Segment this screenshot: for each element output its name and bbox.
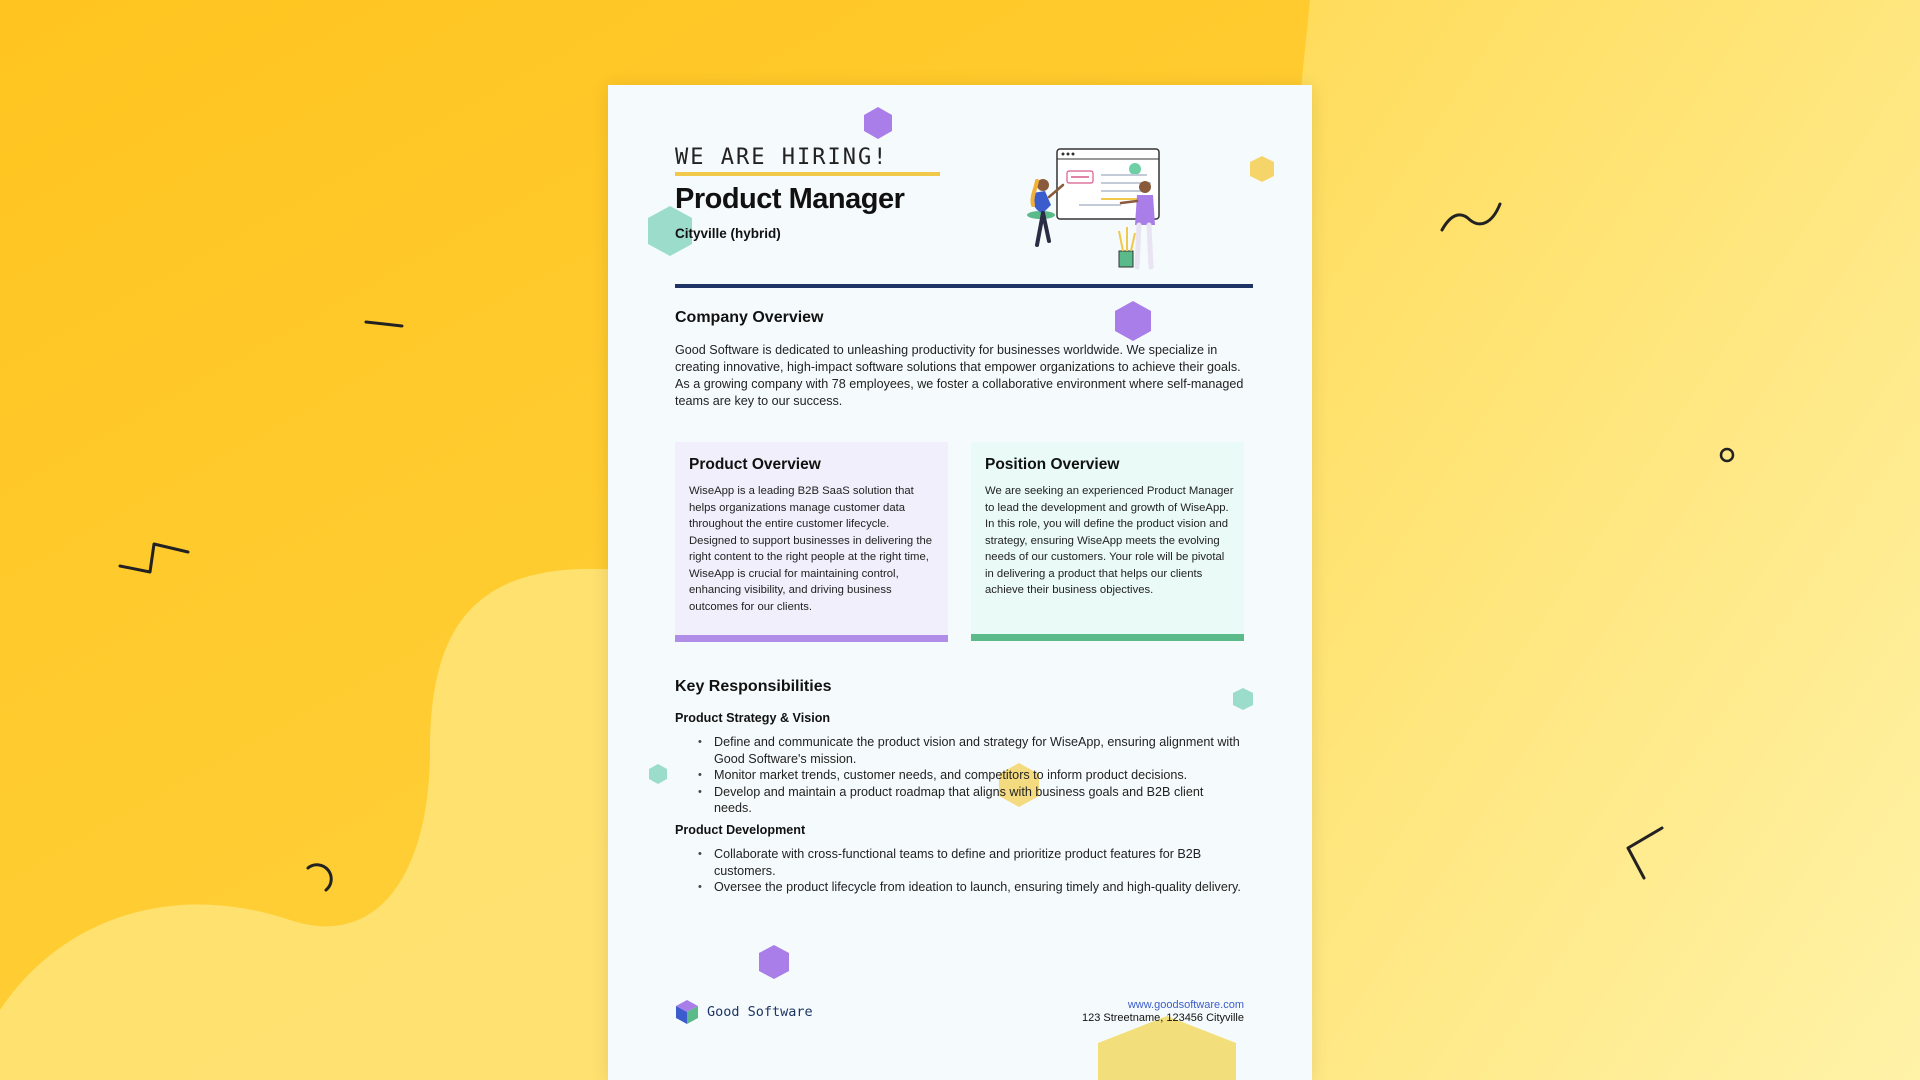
product-overview-card [675,442,948,642]
cube-logo-icon [675,999,699,1025]
chevron-left-line [1618,822,1668,886]
key-responsibilities-heading: Key Responsibilities [675,678,832,695]
position-overview-accent-bar [971,634,1244,641]
eyebrow-underline [675,172,940,176]
product-overview-heading: Product Overview [689,456,821,473]
responsibility-section-title: Product Development [675,823,806,837]
hexagon-teal-small [648,763,668,785]
position-overview-heading: Position Overview [985,456,1120,473]
team-dashboard-illustration [1021,145,1181,273]
hexagon-yellow-right [1249,155,1275,183]
hexagon-purple-mid [1114,300,1152,342]
header-divider [675,284,1253,288]
company-overview-text: Good Software is dedicated to unleashing productivity for businesses worldwide. We specialize in creating innovative, high-impact software solutions that empower organizations to achieve their goals. As a growing company with 78 employees, we foster a collaborative environment where self-managed teams are key to our success. [675,343,1244,408]
website-link[interactable]: www.goodsoftware.com [1127,999,1244,1011]
hexagon-purple-top [862,106,894,140]
hexagon-teal-right [1232,687,1254,711]
hexagon-purple-bottom [758,944,790,980]
company-address: 123 Streetname, 123456 Cityville [1081,1012,1244,1024]
job-title: Product Manager [675,183,905,215]
job-flyer-page [608,85,1312,1080]
strategy-bullet-list [675,734,1244,817]
list-item: • Monitor market trends, customer needs, and competitors to inform product decisions. [714,767,1244,784]
list-item: • Define and communicate the product vision and strategy for WiseApp, ensuring alignment with Good Software's mission. [714,734,1244,767]
small-circle [1717,445,1737,465]
product-overview-text: WiseApp is a leading B2B SaaS solution that helps organizations manage customer data throughout the entire customer lifecycle. Designed to support businesses in delivering the right content to the right people at the right time, WiseApp is crucial for maintaining control, enhancing visibility, and driving business outcomes for our clients. [689,485,933,613]
responsibility-section-title: Product Strategy & Vision [675,711,831,725]
hexagon-yellow-large [1096,1015,1238,1080]
product-overview-accent-bar [675,635,948,642]
list-item: • Oversee the product lifecycle from ideation to launch, ensuring timely and high-quality delivery. [714,879,1244,896]
hiring-eyebrow: WE ARE HIRING! [675,145,889,170]
list-item: • Develop and maintain a product roadmap that aligns with business goals and B2B client needs. [714,784,1244,817]
position-overview-text: We are seeking an experienced Product Manager to lead the development and growth of WiseApp. In this role, you will define the product vision and strategy, ensuring WiseApp meets the evolving needs of our customers. Your role will be pivotal in delivering a product that helps our clients achieve their business objectives. [985,485,1234,596]
dash-line [362,318,406,330]
zigzag-line [116,536,192,578]
position-overview-card [971,442,1244,641]
development-bullet-list [675,846,1244,896]
list-item: • Collaborate with cross-functional teams to define and prioritize product features for B2B customers. [714,846,1244,879]
job-location: Cityville (hybrid) [675,226,781,241]
company-overview-heading: Company Overview [675,309,824,326]
open-arc [300,852,346,898]
company-logo-text: Good Software [707,1004,813,1020]
squiggle-tilde [1438,196,1506,236]
